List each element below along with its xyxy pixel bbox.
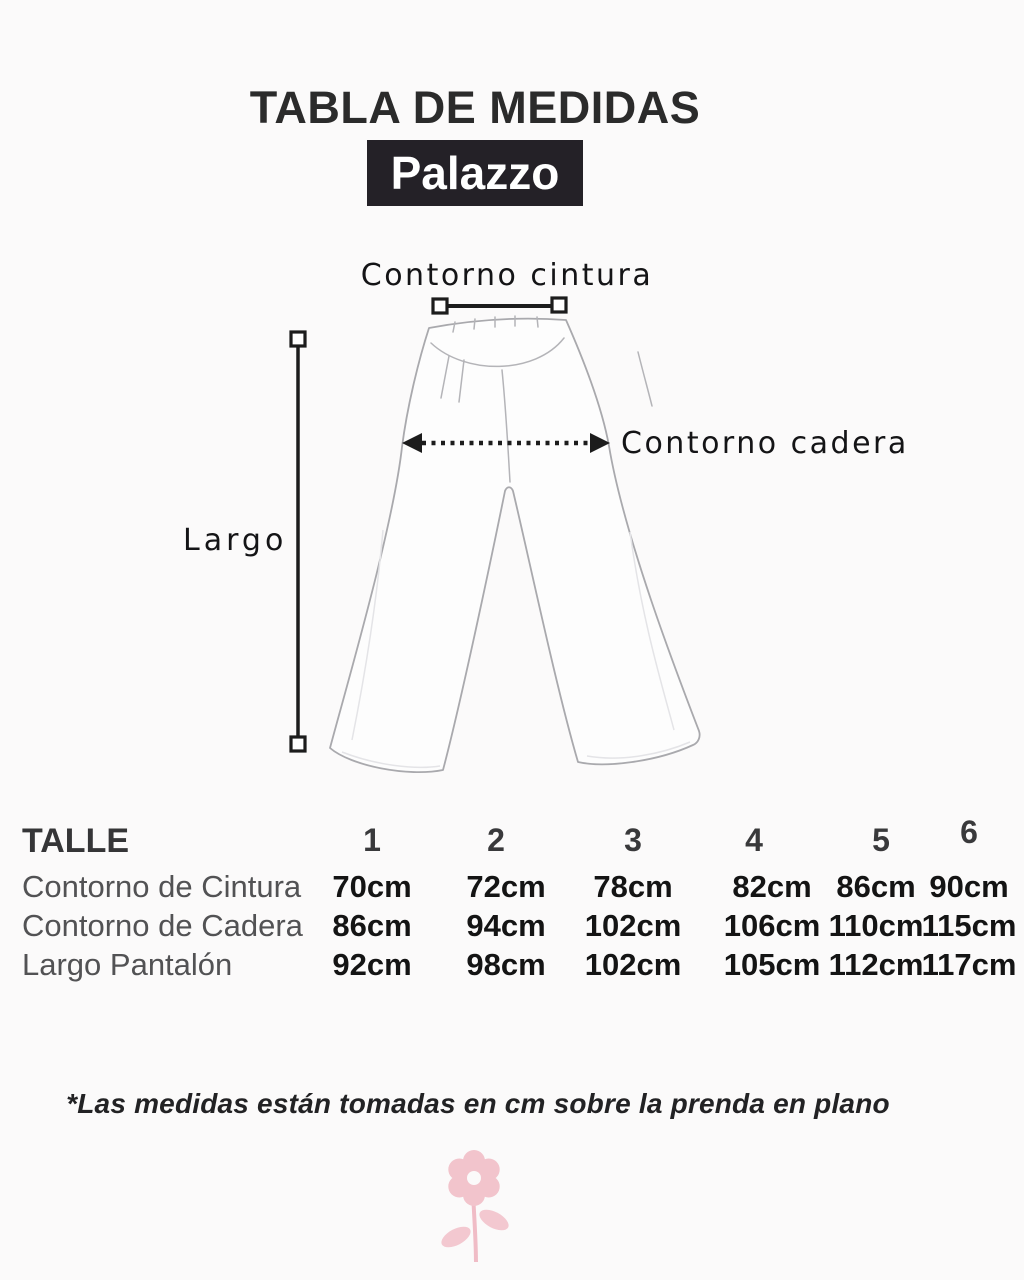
table-row-hip	[0, 908, 1024, 948]
waist-value-size4: 82cm	[732, 869, 812, 904]
page-title: TABLA DE MEDIDAS	[249, 82, 701, 133]
table-row-length	[0, 947, 1024, 987]
length-value-size2: 98cm	[466, 947, 546, 982]
size-header-6: 6	[960, 814, 978, 850]
waist-value-size1: 70cm	[332, 869, 412, 904]
row-label-waist: Contorno de Cintura	[22, 869, 302, 904]
flower-icon	[430, 1148, 520, 1280]
length-value-size1: 92cm	[332, 947, 412, 982]
measurement-footnote: *Las medidas están tomadas en cm sobre la prenda en plano	[66, 1088, 890, 1119]
length-measure-line-icon	[291, 332, 305, 751]
size-header-3: 3	[624, 822, 642, 858]
waist-value-size5: 86cm	[836, 869, 916, 904]
waist-value-size3: 78cm	[593, 869, 673, 904]
size-table-title: TALLE	[22, 822, 130, 860]
size-header-4: 4	[745, 822, 763, 858]
length-value-size6: 117cm	[921, 947, 1017, 982]
hip-value-size3: 102cm	[584, 908, 682, 943]
waist-value-size6: 90cm	[929, 869, 1009, 904]
size-table-header-row	[0, 814, 1024, 862]
pants-outline-icon	[330, 319, 700, 773]
hip-value-size6: 115cm	[921, 908, 1017, 943]
hip-value-size4: 106cm	[723, 908, 821, 943]
waist-value-size2: 72cm	[466, 869, 546, 904]
length-value-size3: 102cm	[584, 947, 682, 982]
hip-value-size2: 94cm	[466, 908, 546, 943]
row-label-length: Largo Pantalón	[22, 947, 233, 982]
hip-value-size1: 86cm	[332, 908, 412, 943]
length-value-size4: 105cm	[723, 947, 821, 982]
pants-drawing	[0, 240, 1024, 800]
row-label-hip: Contorno de Cadera	[22, 908, 303, 943]
length-value-size5: 112cm	[828, 947, 924, 982]
length-measure-label: Largo	[183, 523, 288, 558]
waist-measure-label: Contorno cintura	[360, 258, 654, 293]
size-header-5: 5	[872, 822, 890, 858]
hip-measure-label: Contorno cadera	[621, 426, 909, 461]
size-header-1: 1	[363, 822, 381, 858]
waist-measure-line-icon	[433, 298, 566, 313]
hip-value-size5: 110cm	[828, 908, 924, 943]
table-row-waist	[0, 869, 1024, 909]
product-badge: Palazzo	[367, 140, 583, 206]
size-header-2: 2	[487, 822, 505, 858]
